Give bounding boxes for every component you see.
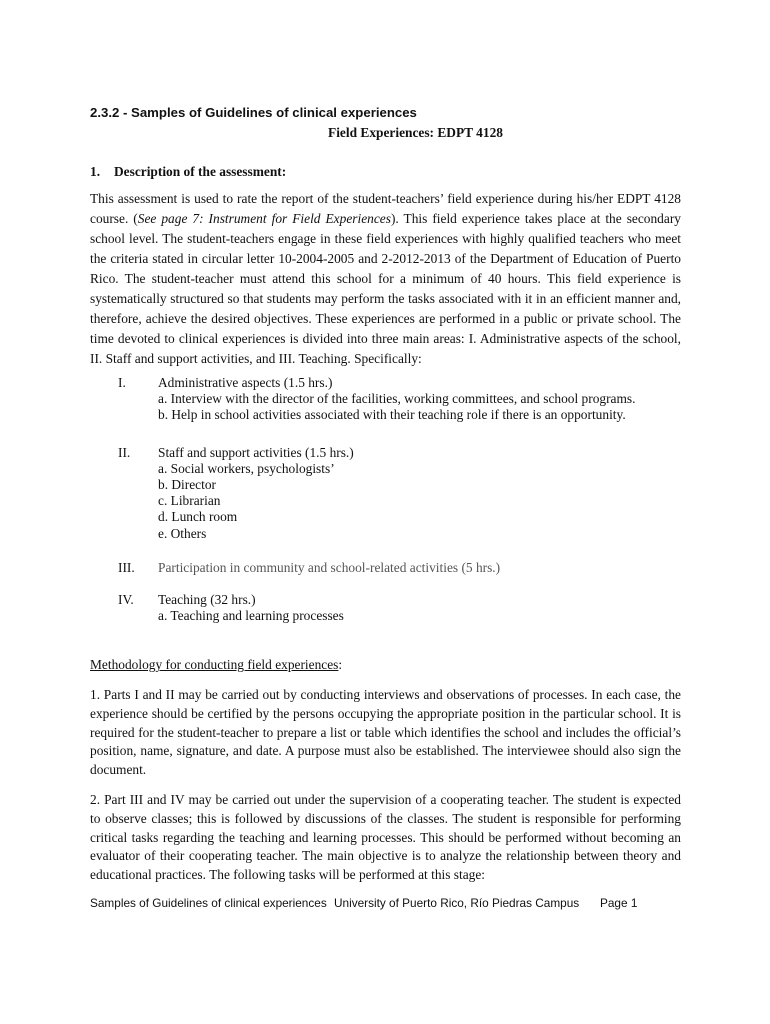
description-text: ). This field experience takes place at the secondary school level. The student-teachers engage in these field experiences with highly qualified teachers who meet the criteria stated in circular letter 10-2004-2005 and 2-2012-2013 of the Department of Education of Puerto Rico. The student-teacher must attend this school for a minimum of 40 hours. This field experience is systematically structured so that students may perform the tasks associated with it in an efficient manner and, therefore, achieve the desired objectives. These experiences are performed in a public or private school. The time devoted to clinical experiences is divided into three main areas: I. Administrative aspects of the school, II. Staff and support activities, and III. Teaching. Specifically: — [90, 211, 681, 366]
area-label: Teaching (32 hrs.) — [158, 592, 256, 608]
methodology-heading-colon: : — [338, 657, 343, 673]
area-item: c. Librarian — [158, 493, 221, 509]
area-item: d. Lunch room — [158, 509, 238, 525]
area-block — [158, 375, 681, 424]
description-paragraph — [90, 189, 681, 369]
area-block — [158, 592, 681, 624]
footer-page-number: Page 1 — [600, 896, 638, 911]
area-staff-support — [90, 445, 681, 542]
area-item: e. Others — [158, 525, 207, 541]
footer-institution: University of Puerto Rico, Río Piedras Campus — [334, 896, 580, 911]
area-item: a. Teaching and learning processes — [158, 608, 344, 624]
methodology-heading-text: Methodology for conducting field experiences — [90, 657, 339, 673]
area-label: Administrative aspects (1.5 hrs.) — [158, 375, 333, 390]
area-teaching — [90, 592, 681, 624]
area-administrative — [90, 375, 681, 424]
area-numeral: II. — [118, 444, 131, 460]
document-title: 2.3.2 - Samples of Guidelines of clinical experiences — [90, 105, 417, 120]
section-heading-text: Description of the assessment: — [114, 164, 287, 179]
description-text: This assessment is used to rate the report of the student-teachers’ field experience during his/her EDPT 4128 course. ( — [90, 191, 681, 226]
methodology-heading — [90, 656, 681, 674]
area-numeral: IV. — [118, 592, 134, 608]
area-item: a. Interview with the director of the facilities, working committees, and school programs. — [158, 391, 636, 407]
area-item: b. Help in school activities associated with their teaching role if there is an opportunity. — [158, 407, 626, 423]
area-numeral: I. — [118, 375, 126, 390]
area-label: Staff and support activities (1.5 hrs.) — [158, 444, 354, 460]
area-numeral: III. — [118, 559, 135, 575]
section-heading — [90, 163, 681, 181]
methodology-paragraph-2: 2. Part III and IV may be carried out under the supervision of a cooperating teacher. The student is expected to observe classes; this is followed by discussions of the classes. The student is responsible for performing critical tasks regarding the teaching and learning processes. This should be performed without becoming an evaluator of their cooperating teacher. The main objective is to analyze the relationship between theory and educational practices. The following tasks will be performed at this stage: — [90, 792, 681, 882]
area-item: b. Director — [158, 477, 217, 493]
area-item: a. Social workers, psychologists’ — [158, 460, 335, 476]
document-subtitle: Field Experiences: EDPT 4128 — [328, 125, 503, 140]
document-page — [90, 104, 681, 911]
footer-document-title: Samples of Guidelines of clinical experiences — [90, 896, 327, 911]
area-label: Participation in community and school-related activities (5 hrs.) — [158, 559, 501, 575]
methodology-paragraph-1: 1. Parts I and II may be carried out by conducting interviews and observations of processes. In each case, the experience should be certified by the persons occupying the appropriate position in the particular school. It is required for the student-teacher to prepare a list or table which identifies the school and includes the official’s position, name, signature, and date. A purpose must also be established. The interviewee should also sign the document. — [90, 687, 681, 777]
page-footer — [90, 895, 681, 911]
area-block — [158, 445, 681, 542]
description-reference: See page 7: Instrument for Field Experiences — [137, 211, 391, 226]
section-number: 1. — [90, 164, 101, 179]
area-community — [90, 560, 681, 576]
